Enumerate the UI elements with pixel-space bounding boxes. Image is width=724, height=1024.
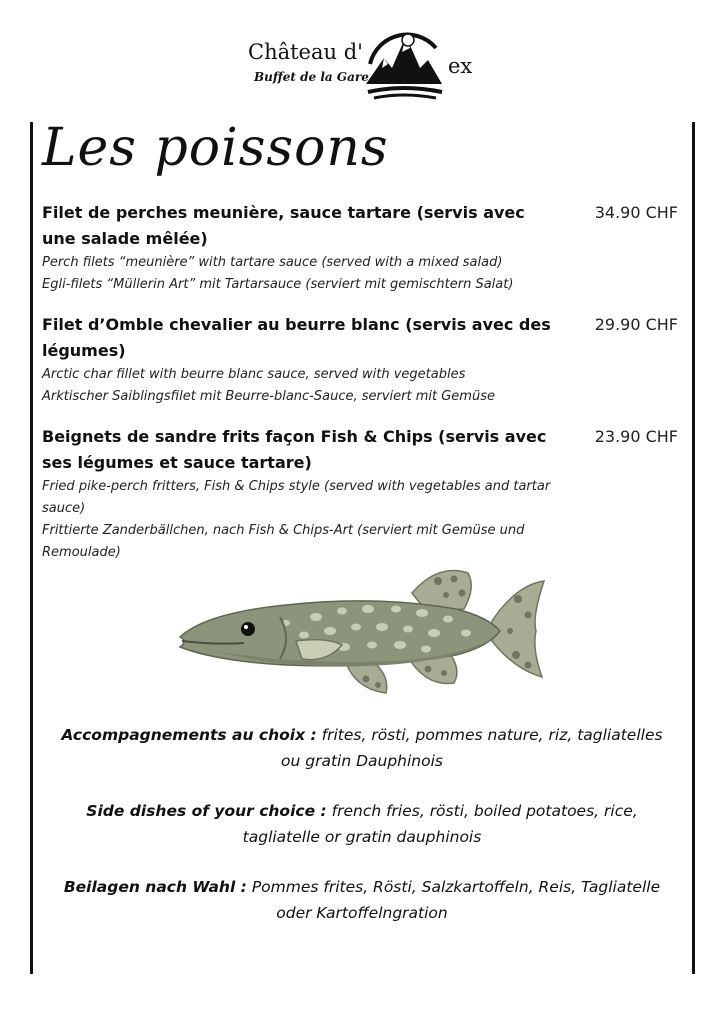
side-dishes-text: frites, rösti, pommes nature, riz, tagliatelles ou gratin Dauphinois [281, 726, 663, 770]
menu-item-name: Beignets de sandre frits façon Fish & Chips (servis avec ses légumes et sauce tartare) [42, 427, 547, 472]
menu-item-price: 29.90 CHF [594, 315, 678, 334]
mountain-balloon-logo-icon [358, 18, 448, 106]
menu-item-desc-de: Egli-filets “Müllerin Art” mit Tartarsauce (serviert mit gemischtern Salat) [42, 277, 514, 292]
side-dishes-label: Accompagnements au choix : [61, 726, 317, 744]
menu-item-desc-en: Arctic char fillet with beurre blanc sauce, served with vegetables [42, 367, 466, 382]
menu-item [42, 312, 678, 408]
menu-item [42, 200, 678, 296]
left-border-line [30, 122, 33, 974]
menu-item [42, 424, 678, 564]
logo-line-3: ex [448, 54, 473, 78]
right-border-line [692, 122, 695, 974]
menu-item-desc-en: Fried pike-perch fritters, Fish & Chips style (served with vegetables and tartar sauce) [42, 479, 551, 516]
menu-item-desc-de: Arktischer Saiblingsfilet mit Beurre-blanc-Sauce, serviert mit Gemüse [42, 389, 495, 404]
menu-item-price: 23.90 CHF [594, 427, 678, 446]
menu-item-desc-en: Perch filets “meunière” with tartare sauce (served with a mixed salad) [42, 255, 503, 270]
side-dishes-text: Pommes frites, Rösti, Salzkartoffeln, Reis, Tagliatelle oder Kartoffelngration [251, 878, 661, 922]
logo-line-1: Château d' [248, 40, 363, 64]
pike-fish-illustration [176, 565, 548, 697]
logo-line-2: Buffet de la Gare [254, 70, 369, 84]
menu-item-name: Filet de perches meunière, sauce tartare (servis avec une salade mêlée) [42, 203, 525, 248]
restaurant-logo [240, 18, 490, 108]
side-dishes-fr [60, 722, 664, 774]
section-title: Les poissons [42, 118, 389, 178]
side-dishes-de [60, 874, 664, 926]
side-dishes-text: french fries, rösti, boiled potatoes, rice, tagliatelle or gratin dauphinois [242, 802, 638, 846]
side-dishes-en [60, 798, 664, 850]
menu-item-desc-de: Frittierte Zanderbällchen, nach Fish & Chips-Art (serviert mit Gemüse und Remoulade) [42, 523, 525, 560]
menu-item-price: 34.90 CHF [594, 203, 678, 222]
menu-item-name: Filet d’Omble chevalier au beurre blanc (servis avec des légumes) [42, 315, 551, 360]
side-dishes-label: Side dishes of your choice : [86, 802, 327, 820]
side-dishes-label: Beilagen nach Wahl : [63, 878, 247, 896]
